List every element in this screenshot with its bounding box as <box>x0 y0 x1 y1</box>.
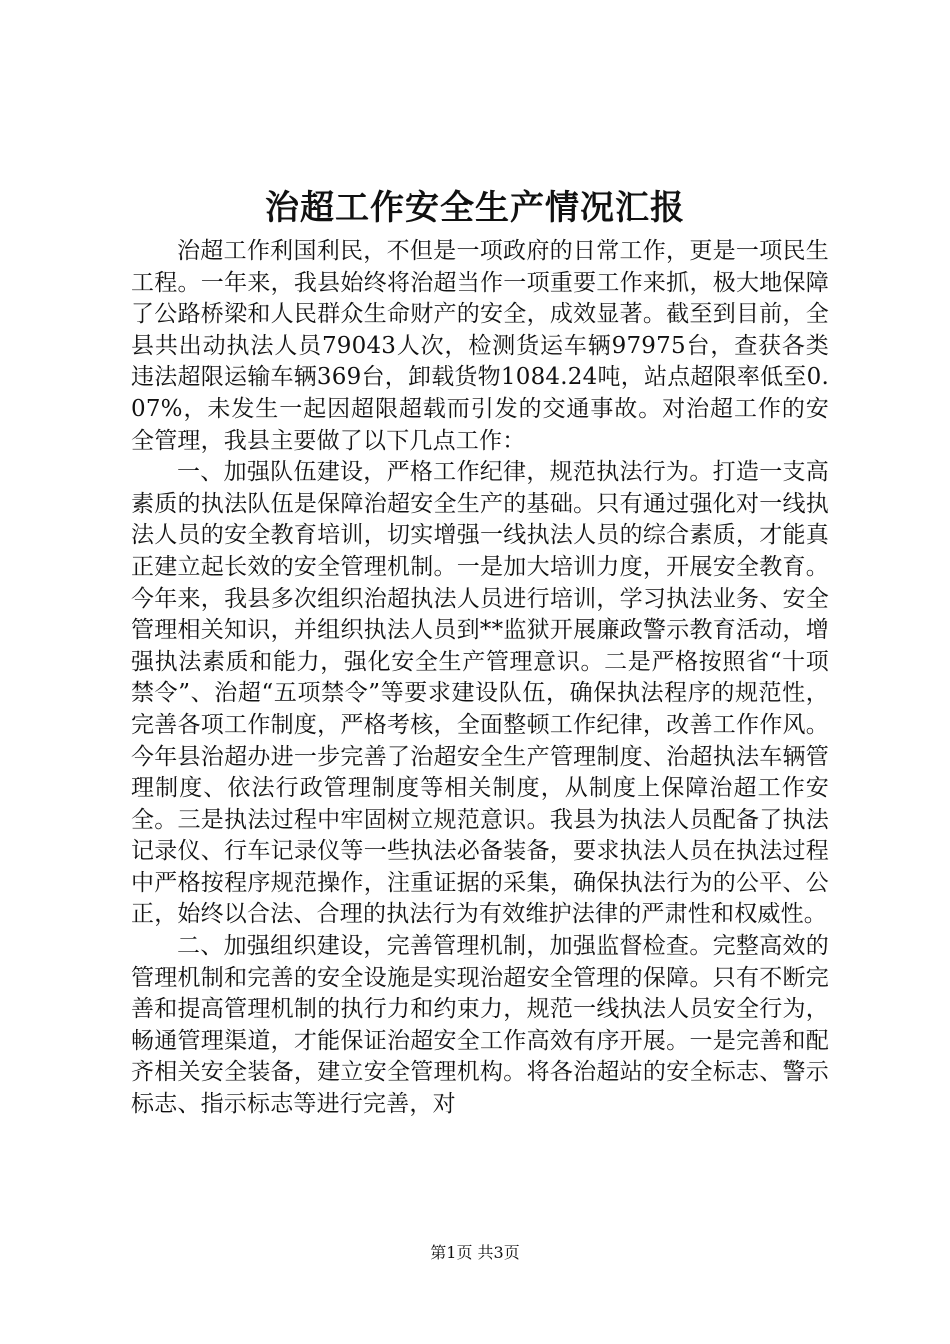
paragraph-section-1: 一、加强队伍建设，严格工作纪律，规范执法行为。打造一支高素质的执法队伍是保障治超安全生产的基础。只有通过强化对一线执法人员的安全教育培训，切实增强一线执法人员的综合素质，才能真正建立起长效的安全管理机制。一是加大培训力度，开展安全教育。今年来，我县多次组织治超执法人员进行培训，学习执法业务、安全管理相关知识，并组织执法人员到**监狱开展廉政警示教育活动，增强执法素质和能力，强化安全生产管理意识。二是严格按照省“十项禁令”、治超“五项禁令”等要求建设队伍，确保执法程序的规范性，完善各项工作制度，严格考核，全面整顿工作纪律，改善工作作风。今年县治超办进一步完善了治超安全生产管理制度、治超执法车辆管理制度、依法行政管理制度等相关制度，从制度上保障治超工作安全。三是执法过程中牢固树立规范意识。我县为执法人员配备了执法记录仪、行车记录仪等一些执法必备装备，要求执法人员在执法过程中严格按程序规范操作，注重证据的采集，确保执法行为的公平、公正，始终以合法、合理的执法行为有效维护法律的严肃性和权威性。 <box>131 459 829 928</box>
paragraph-intro: 治超工作利国利民，不但是一项政府的日常工作，更是一项民生工程。一年来，我县始终将治超当作一项重要工作来抓，极大地保障了公路桥梁和人民群众生命财产的安全，成效显著。截至到目前，全县共出动执法人员79043人次，检测货运车辆97975台，查获各类违法超限运输车辆369台，卸载货物1084.24吨，站点超限率低至0.07%，未发生一起因超限超载而引发的交通事故。对治超工作的安全管理，我县主要做了以下几点工作： <box>131 238 829 454</box>
document-body <box>131 236 829 1121</box>
paragraph-section-2: 二、加强组织建设，完善管理机制，加强监督检查。完整高效的管理机制和完善的安全设施是实现治超安全管理的保障。只有不断完善和提高管理机制的执行力和约束力，规范一线执法人员安全行为，畅通管理渠道，才能保证治超安全工作高效有序开展。一是完善和配齐相关安全装备，建立安全管理机构。将各治超站的安全标志、警示标志、指示标志等进行完善，对 <box>131 933 829 1118</box>
document-title: 治超工作安全生产情况汇报 <box>265 188 685 228</box>
page-footer: 第1页 共3页 <box>430 1243 520 1262</box>
